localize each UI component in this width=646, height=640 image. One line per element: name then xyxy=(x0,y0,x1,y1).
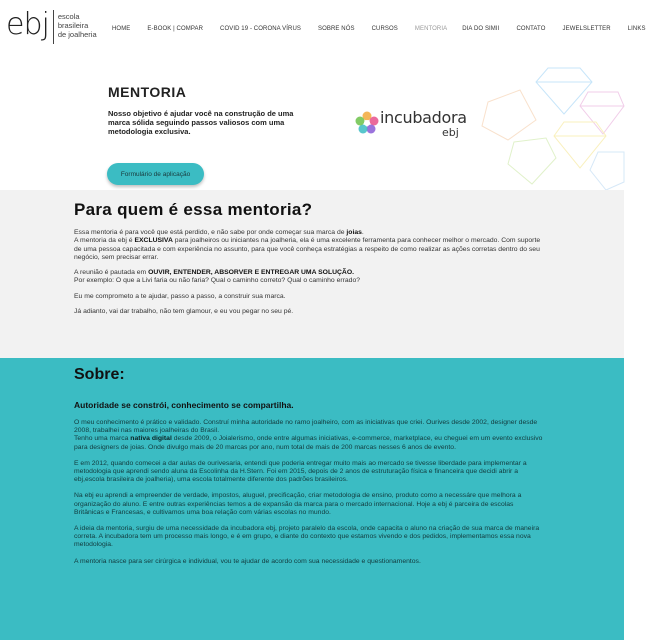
nav-item-contato[interactable]: CONTATO xyxy=(516,26,546,32)
incubadora-word: incubadora xyxy=(380,108,467,127)
hero-description: Nosso objetivo é ajudar você na construção de uma marca sólida seguindo passos valiosos com uma metodologia exclusiva. xyxy=(108,109,294,136)
text: . xyxy=(361,229,364,236)
paragraph: A ideia da mentoria, surgiu de uma necessidade da incubadora ebj, projeto paralelo da escola, onde capacita o aluno na criação de sua marca de maneira correta. A incubadora tem um processo mais longo, e é em grupo, e diante do contexto que estamos vivendo e dos pedidos, implementamos essa nova metodologia. xyxy=(74,525,540,549)
nav-item-sobre[interactable]: SOBRE NÓS xyxy=(318,26,355,32)
logo-line: brasileira xyxy=(57,21,89,30)
paragraph: A mentoria nasce para ser cirúrgica e individual, vou te ajudar de acordo com sua necessidade e questionamentos. xyxy=(74,557,421,565)
application-form-button[interactable]: Formulário de aplicação xyxy=(107,163,204,185)
section-title: Para quem é essa mentoria? xyxy=(74,200,313,219)
incubadora-sub: ebj xyxy=(442,126,459,139)
nav-item-dia-do-simii[interactable]: DIA DO SIMII xyxy=(462,26,500,32)
nav-item-ebook[interactable]: E-BOOK | COMPAR xyxy=(147,26,204,32)
text: Tenho uma marca xyxy=(74,435,131,443)
logo-divider xyxy=(53,10,54,44)
nav-item-home[interactable]: HOME xyxy=(112,26,131,32)
section-subtitle: Autoridade se constrói, conhecimento se compartilha. xyxy=(74,400,294,410)
text-bold: EXCLUSIVA xyxy=(134,237,173,245)
paragraph xyxy=(74,229,544,262)
incubadora-logo xyxy=(354,106,467,146)
nav-item-cursos[interactable]: CURSOS xyxy=(371,26,398,32)
logo-line: de joalheria xyxy=(57,30,97,39)
text-bold: OUVIR, ENTENDER, ABSORVER E ENTREGAR UMA SOLUÇÃO. xyxy=(148,269,355,277)
section-body xyxy=(74,419,544,574)
paragraph: Já adianto, vai dar trabalho, não tem glamour, e eu vou pegar no seu pé. xyxy=(74,308,294,316)
para-quem-section xyxy=(0,190,624,358)
site-header xyxy=(0,0,646,62)
logo-mark: ebj xyxy=(6,7,49,42)
text: Por exemplo: O que a Livi faria ou não faria? Qual o caminho correto? Qual o caminho errado? xyxy=(74,277,361,285)
logo-text xyxy=(58,10,97,39)
text-bold: nativa digital xyxy=(130,435,172,443)
flower-icon xyxy=(354,110,380,136)
main-nav xyxy=(112,26,646,32)
page-title: MENTORIA xyxy=(108,84,187,100)
paragraph xyxy=(74,269,544,286)
paragraph: Na ebj eu aprendi a empreender de verdade, impostos, aluguel, precificação, criar metodologia de ensino, produto como a necessáre que melhora a organização do aluno. E entre outras experiências temos a de expansão da marca para o mercado internacional. Hoje a ebj é parceira de escolas Britânicas e Francesas, e cultivamos uma boa relação com várias escolas no mundo. xyxy=(74,492,522,516)
hero-section xyxy=(0,62,624,190)
text: para joalheiros ou iniciantes na joalheria, ela é uma excelente ferramenta para conhecer melhor o mercado. Com suporte de uma pessoa capacitada e com experiência no assunto, para que você conheça estratégias a respeito de como realizar as ações corretas dentro do seu negócio, sem precisar errar. xyxy=(74,237,541,261)
logo-line: escola xyxy=(57,12,80,21)
text: A mentoria da ebj é xyxy=(74,237,135,245)
nav-item-covid[interactable]: COVID 19 - CORONA VÍRUS xyxy=(220,26,302,32)
nav-item-jewelsletter[interactable]: JEWELSLETTER xyxy=(562,26,611,32)
nav-item-links[interactable]: LINKS xyxy=(627,26,646,32)
text: Essa mentoria é para você que está perdido, e não sabe por onde começar sua marca de xyxy=(74,229,347,236)
sobre-section xyxy=(0,358,624,640)
nav-item-mentoria[interactable]: MENTORIA xyxy=(414,26,448,32)
paragraph: Eu me comprometo a te ajudar, passo a passo, a construir sua marca. xyxy=(74,292,286,300)
logo[interactable] xyxy=(6,7,97,44)
text: desde 2009, o Joialerismo, onde entre algumas iniciativas, e-commerce, marketplace, eu cheguei em um evento exclusivo para designers de joias. Onde divulgo mais de 20 marcas por ano, num total de mais de 200 marcas nesses 6 anos de evento. xyxy=(74,435,543,451)
paragraph: E em 2012, quando comecei a dar aulas de ourivesaria, entendi que poderia entregar muito mais ao mercado se tivesse liberdade para implementar a metodologia que aprendi sendo aluna da Escolinha da H.Stern. Foi em 2015, depois de 2 anos de estruturação física e financeira que decidi abrir a ebj,escola brasileira de joalheria), uma escola totalmente diferente dos padrões brasileiros. xyxy=(74,459,527,484)
text: O meu conhecimento é prático e validado. Construí minha autoridade no ramo joalheiro, com as iniciativas que criei. Ourives desde 2002, designer desde 2008, trabalhei nas maiores joalheiras do Brasil. xyxy=(74,419,538,435)
section-body xyxy=(74,229,544,323)
text-bold: joias xyxy=(346,229,362,236)
text: A reunião é pautada em xyxy=(74,269,149,277)
section-title: Sobre: xyxy=(74,366,125,383)
gems-decoration xyxy=(468,62,624,190)
paragraph xyxy=(74,419,544,452)
